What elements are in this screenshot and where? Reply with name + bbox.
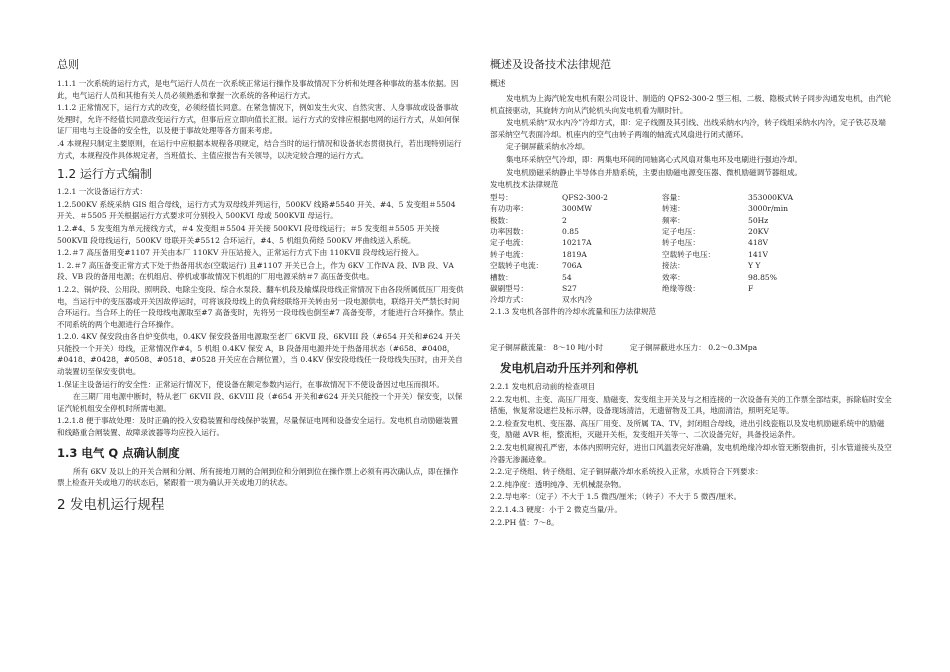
paragraph-generator-intro: 发电机为上海汽轮发电机有限公司设计、制造的 QFS2-300-2 型三相、二极、隐极式转子同步沟通发电机，由汽轮机直接驱动，其旋转方向从汽轮机头向发电机看为顺时针。	[490, 94, 891, 115]
paragraph-1-2-2: 1.2.2、锅炉段、公用段、照明段、电除尘变段、综合水泵段、翻车机段及输煤段母线正常情况下由各段所属低压厂用变供电，当运行中的变压器或开关因故停运时，可将该段母线上的负荷经联络开关转由另一段电源供电，联络开关严禁长时间合环运行。当合环上的任一段母线电源取至#7 高备变时，先将另一段母线也倒至#7 高备变带，才能进行合环操作。禁止不同系统的两个电源进行合环操作。	[57, 284, 464, 329]
spec-label: 容量：	[662, 192, 685, 202]
paragraph-shield-cooling: 定子铜屏蔽采纳水冷却。	[506, 142, 590, 152]
section-heading-overview: 概述及设备技术法律规范	[490, 58, 611, 71]
subheading-overview: 概述	[490, 79, 506, 88]
cooling-mode-label: 冷却方式：	[490, 295, 528, 305]
paragraph-ph: 2.2.PH 值：7～8。	[490, 517, 559, 527]
section-heading-1-3: 1.3 电气 Q 点确认制度	[57, 445, 180, 460]
spec-label: 极数：	[490, 215, 513, 225]
spec-label: 转速：	[662, 204, 685, 214]
spec-row	[490, 260, 858, 271]
spec-label: 转子电压：	[662, 238, 700, 248]
shield-flow-line	[490, 342, 892, 354]
spec-label: 效率：	[662, 272, 685, 282]
paragraph-0-4kv-security: 1.2.0. 4KV 保安段由各自炉变供电，0.4KV 保安段备用电源取至老厂 6KVⅡ 段、6KVIII 段（#654 开关和#624 开关只能投一个开关）母线，正常情况作#4，5 机组 0.4KV 保安 A，B 段备用电源并处于热备用状态（#658、#0408，#0418、#0428，#0508、#0518、#0528 开关应在合闸位置），当 0.4KV 保安段母线任一段母线失压时，由开关自动装置切至保安变供电。	[57, 332, 463, 377]
paragraph-1-2-1: 1.2.1 一次设备运行方式：	[57, 187, 148, 197]
paragraph-excitation: 发电机励磁采纳静止半导体自并励系统，主要由励磁电源变压器、微机励磁调节器组成。	[506, 167, 803, 177]
spec-label: 空载转子电流：	[490, 261, 544, 271]
spec-label: 接法：	[662, 261, 685, 271]
spec-value: QFS2-300-2	[562, 192, 608, 202]
spec-label: 绝缘等级：	[662, 284, 700, 293]
paragraph-safety-guarantee: 1.保证主设备运行的安全性：正常运行情况下，使设备在额定参数内运行，在事故情况下不使设备因过电压而损坏。	[57, 379, 444, 389]
paragraph-cooling-method: 发电机采纳“双水内冷”冷却方式，即：定子线圈及其引线、出线采纳水内冷，转子线组采纳水内冷，定子铁芯及端部采纳空气表面冷却。机座内的空气由转子两端的轴流式风扇进行闭式循环。	[490, 118, 886, 139]
spec-value: 3000r/min	[748, 204, 789, 214]
spec-label: 有功功率：	[490, 204, 528, 214]
left-column	[57, 52, 465, 517]
spec-row	[490, 249, 858, 260]
spec-row	[490, 283, 858, 294]
spec-row	[490, 215, 858, 226]
spec-row	[490, 272, 858, 283]
paragraph-2-1-3: 2.1.3 发电机各部件的冷却水流量和压力法律规范	[490, 306, 657, 316]
paragraph-q-point: 所有 6KV 及以上的开关合闸和分闸、所有接地刀闸的合闸到位和分闸到位在操作票上必须有再次确认点，即在操作票上检查开关或地刀的状态后，紧跟着一项为确认开关或地刀的状态。	[57, 466, 459, 488]
spec-label: 频率：	[662, 215, 685, 225]
paragraph-standby-transformer: 1.2.＃7 高压备用变#1107 开关由本厂 110KV 升压站接入，正常运行方式下由 110KVⅡ 段母线运行接入。	[57, 248, 424, 258]
paragraph-1-1-4: .4 本规程只制定主要原则，在运行中应根据本规程各项规定，结合当时的运行情况和设备状态贯彻执行，若出现特别运行方式，本规程没作具体规定者，当班值长、主值应报告有关领导，以决定较合理的运行方式。	[57, 138, 462, 160]
section-heading-general: 总则	[57, 58, 79, 71]
paragraph-equipment-check: 2.2.检查发电机、变压器、高压厂用变、及所属 TA、TV，封闭组合母线，进出引线瓷瓶以及发电机励磁系统中的励磁变，励磁 AVR 柜，整流柜，灭磁开关柜，发变组开关等一、二次设备完好，具备投运条件。	[490, 418, 885, 440]
spec-label: 功率因数：	[490, 226, 528, 236]
paragraph-conductivity: 2.2.导电率：（定子）不大于 1.5 微西/厘米；（转子）不大于 5 微西/厘米。	[490, 492, 742, 502]
paragraph-collector-ring: 集电环采纳空气冷却，即：两集电环间的同轴离心式风扇对集电环及电刷进行强迫冷却。	[506, 154, 803, 164]
paragraph-2-2-1: 2.2.1 发电机启动前的检查项目	[490, 382, 596, 391]
paragraph-hot-standby: 1. 2.＃7 高压备变正常方式下处于热备用状态(空载运行) 且#1107 开关已合上，作为 6KV 工作ⅣA 段、ⅣB 段、ⅤA 段、ⅤB 段的备用电源；在机组启、停机或事故情况下机组的厂用电源采纳＃7 高压备变供电。	[57, 260, 454, 282]
paragraph-purity: 2.2.纯净度：透明纯净、无机械混杂物。	[490, 479, 626, 489]
spec-label: 槽数：	[490, 272, 513, 282]
spec-label: 型号：	[490, 192, 513, 202]
spec-value: Y Y	[748, 261, 761, 271]
spec-label: 定子电压：	[662, 226, 700, 236]
spec-row	[490, 226, 858, 237]
section-heading-startup: 发电机启动升压并列和停机	[500, 361, 638, 375]
spec-table	[490, 192, 858, 295]
spec-value: 54	[562, 272, 572, 282]
spec-label: 转子电流：	[490, 249, 528, 259]
shield-pressure: 定子铜屏蔽进水压力： 0.2～0.3Mpa	[629, 343, 758, 353]
paragraph-1-2-1-8: 1.2.1.8 便于事故处理：及时正确的投入安稳装置和母线保护装置，尽量保证电网和设备安全运行。发电机自动励磁装置和线路重合闸装置、故障录波器等均应投入运行。	[57, 416, 459, 438]
paragraph-500kv-system: 1.2.500KV 系统采纳 GIS 组合母线，运行方式为双母线并列运行，500KV 线路#5540 开关、#4、5 发变组＃5504 开关、＃5505 开关根据运行方式要求可分别投入 500KVⅠ 母或 500KVⅡ 母运行。	[57, 199, 456, 221]
paragraph-1-1-2: 1.1.2 正常情况下，运行方式的改变，必须经值长同意。在紧急情况下，例如发生火灾、自然灾害、人身事故或设备事故处理时，允许不经值长同意改变运行方式，但事后应立即向值长汇报。运行方式的安排应根据电网的运行方式，从如何保证厂用电与主设备的安全性，以及便于事故处理等各方面来考虑。	[57, 103, 460, 136]
spec-value: 353000KVA	[748, 192, 794, 202]
spec-value: 418V	[748, 238, 768, 248]
spec-value: 98.85%	[748, 272, 777, 282]
spec-row	[490, 203, 858, 214]
spec-label: 定子电流：	[490, 238, 528, 248]
paragraph-peephole: 2.2.发电机窥视孔严密，本体内照明完好，进出口风温表完好准确，发电机绝缘冷却水管无断裂曲折，引水管道接头及空冷器无渗漏迹象。	[490, 442, 892, 464]
spec-label: 碳刷型号：	[490, 284, 528, 293]
spec-value: 300MW	[562, 204, 593, 214]
paragraph-hardness: 2.2.1.4.3 硬度：小于 2 微克当量/升。	[490, 504, 622, 514]
spec-value: 1819A	[562, 249, 587, 259]
spec-row	[490, 192, 858, 203]
section-heading-1-2: 1.2 运行方式编制	[57, 167, 152, 182]
spec-value: 20KV	[748, 226, 769, 236]
shield-flow: 定子铜屏蔽流量： 8～10 吨/小时	[490, 343, 604, 353]
chapter-heading-2: 2 发电机运行规程	[57, 496, 165, 513]
spec-row	[490, 237, 858, 248]
spec-value: 141V	[748, 249, 768, 259]
paragraph-unit-wiring: 1.2.#4、5 发变组为单元接线方式，＃4 发变组＃5504 开关接 500KVⅠ 段母线运行；＃5 发变组＃5505 开关接 500KVⅡ 段母线运行，500KV 母联开关#5512 合环运行，#4、5 机组负荷经 500KV 坪曲线送入系统。	[57, 223, 440, 245]
paragraph-1-1-1: 1.1.1 一次系统的运行方式，是电气运行人员在一次系统正常运行操作及事故情况下分析和处理各种事故的基本依据。因此，电气运行人员和其他有关人员必须熟悉和掌握一次系统的各种运行方式。	[57, 79, 459, 100]
spec-value: 2	[562, 215, 567, 225]
spec-value: S27	[562, 284, 577, 293]
right-column	[490, 52, 892, 529]
cooling-mode-row	[490, 294, 662, 305]
spec-value: 50Hz	[748, 215, 769, 225]
cooling-mode-value: 双水内冷	[562, 295, 593, 305]
spec-value: 10217A	[562, 238, 592, 248]
spec-value: 0.85	[562, 226, 579, 236]
spec-label: 空载转子电压：	[662, 249, 716, 259]
paragraph-water-system: 2.2.定子绕组、转子绕组、定子铜屏蔽冷却水系统投入正常，水质符合下列要求：	[490, 467, 763, 477]
spec-value: F	[748, 284, 754, 293]
paragraph-old-plant-power: 在三期厂用电源中断时，特从老厂 6KVII 段、6KVIII 段（#654 开关和#624 开关只能投一个开关）保安变，以保证汽轮机组安全停机时所需电源。	[57, 392, 463, 413]
spec-title: 发电机技术法律规范	[490, 180, 559, 190]
spec-value: 706A	[562, 261, 582, 271]
paragraph-work-tickets: 2.2.发电机、主变、高压厂用变、励磁变、发变组主开关及与之相连接的一次设备有关的工作票全部结束，拆除临时安全措施，恢复常设遮拦及标示牌，设备现场清洁，无遗留物及工具，地面清洁，照明充足等。	[490, 394, 892, 416]
